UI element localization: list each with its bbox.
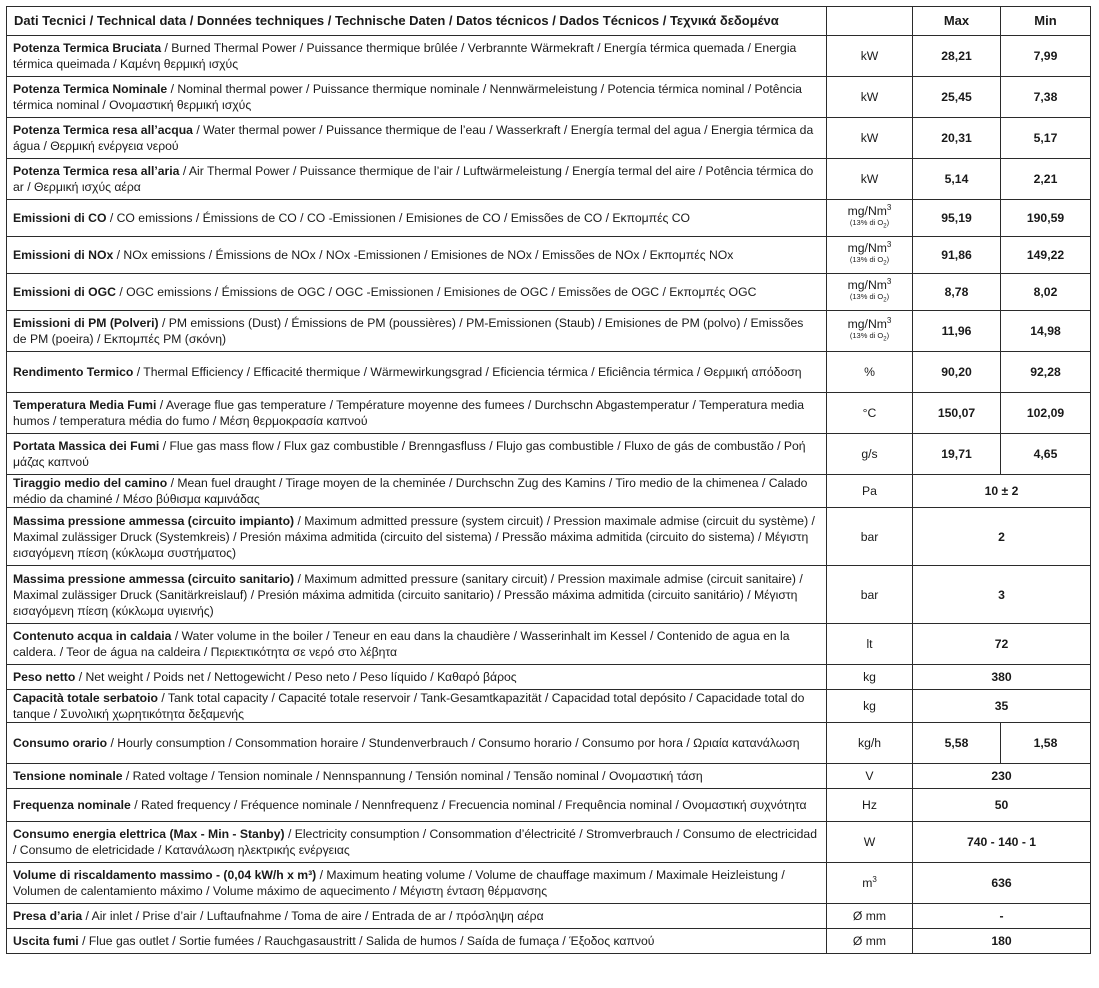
- parameter-description: [7, 863, 827, 904]
- table-body: [7, 36, 1091, 954]
- parameter-description: [7, 118, 827, 159]
- parameter-name: Volume di riscaldamento massimo - (0,04 kW/h x m³): [13, 868, 317, 882]
- parameter-translations: / Net weight / Poids net / Nettogewicht / Peso neto / Peso líquido / Καθαρό βάρος: [75, 670, 517, 684]
- header-min: Min: [1001, 7, 1091, 36]
- parameter-unit: kW: [827, 36, 913, 77]
- table-row: [7, 822, 1091, 863]
- parameter-unit: W: [827, 822, 913, 863]
- parameter-description: [7, 789, 827, 822]
- parameter-description: [7, 352, 827, 393]
- parameter-unit: Ø mm: [827, 929, 913, 954]
- min-value: 149,22: [1001, 237, 1091, 274]
- parameter-unit: bar: [827, 566, 913, 624]
- parameter-value: 2: [913, 508, 1091, 566]
- max-value: 150,07: [913, 393, 1001, 434]
- parameter-translations: / Flue gas mass flow / Flux gaz combustible / Brenngasfluss / Flujo gas combustible / Fluxo de gás de combustão / Ροή μάζας καπνού: [13, 439, 806, 469]
- parameter-value: 3: [913, 566, 1091, 624]
- parameter-description: [7, 929, 827, 954]
- table-row: [7, 904, 1091, 929]
- parameter-description: [7, 566, 827, 624]
- table-row: [7, 566, 1091, 624]
- parameter-description: [7, 822, 827, 863]
- table-row: [7, 690, 1091, 723]
- parameter-description: [7, 904, 827, 929]
- parameter-description: [7, 36, 827, 77]
- parameter-name: Uscita fumi: [13, 934, 79, 948]
- parameter-unit: kW: [827, 159, 913, 200]
- parameter-description: [7, 690, 827, 723]
- min-value: 102,09: [1001, 393, 1091, 434]
- parameter-value: 180: [913, 929, 1091, 954]
- table-row: [7, 789, 1091, 822]
- table-row: [7, 237, 1091, 274]
- parameter-name: Presa d’aria: [13, 909, 83, 923]
- parameter-unit: mg/Nm$^3$ (13% di $O_2$): [827, 200, 913, 237]
- parameter-name: Massima pressione ammessa (circuito sanitario): [13, 571, 295, 586]
- parameter-name: Consumo orario: [13, 736, 108, 750]
- table-row: [7, 434, 1091, 475]
- max-value: 11,96: [913, 311, 1001, 352]
- parameter-name: Potenza Termica Bruciata: [13, 41, 162, 55]
- parameter-unit: Ø mm: [827, 904, 913, 929]
- parameter-description: [7, 393, 827, 434]
- max-value: 90,20: [913, 352, 1001, 393]
- table-row: [7, 929, 1091, 954]
- table-row: [7, 118, 1091, 159]
- max-value: 25,45: [913, 77, 1001, 118]
- parameter-unit: Hz: [827, 789, 913, 822]
- parameter-unit: V: [827, 764, 913, 789]
- parameter-name: Consumo energia elettrica (Max - Min - Stanby): [13, 827, 285, 841]
- min-value: 8,02: [1001, 274, 1091, 311]
- parameter-name: Emissioni di CO: [13, 211, 107, 225]
- min-value: 92,28: [1001, 352, 1091, 393]
- parameter-description: [7, 764, 827, 789]
- table-row: [7, 77, 1091, 118]
- parameter-name: Tensione nominale: [13, 769, 123, 783]
- min-value: 7,99: [1001, 36, 1091, 77]
- table-row: [7, 159, 1091, 200]
- parameter-translations: / OGC emissions / Émissions de OGC / OGC -Emissionen / Emisiones de OGC / Emissões de OGC / Εκπομπές OGC: [115, 285, 757, 299]
- parameter-name: Emissioni di PM (Polveri): [13, 316, 159, 330]
- table-header-row: [7, 7, 1091, 36]
- parameter-translations: / Maximum heating volume / Volume de chauffage maximum / Maximale Heizleistung / Volumen de calentamiento máximo / Volume máximo de aquecimento / Μέγιστη ένταση θέρμανσης: [13, 868, 785, 898]
- table-row: [7, 36, 1091, 77]
- parameter-description: [7, 159, 827, 200]
- table-row: [7, 274, 1091, 311]
- parameter-translations: / Maximum admitted pressure (system circuit) / Pression maximale admise (circuit du système) / Maximal zulässiger Druck (Systemkreis) / Presión máxima admitida (circuito del sistema) / Pressão máxima admitida (circuito do sistema) / Μέγιστη εισαγόμενη πίεση (κύκλωμα συστήματος): [13, 513, 815, 560]
- parameter-description: [7, 665, 827, 690]
- parameter-translations: / Thermal Efficiency / Efficacité thermique / Wärmewirkungsgrad / Eficiencia térmica / Eficiência térmica / Θερμική απόδοση: [133, 365, 802, 379]
- min-value: 4,65: [1001, 434, 1091, 475]
- parameter-description: [7, 237, 827, 274]
- parameter-description: [7, 475, 827, 508]
- parameter-unit: mg/Nm$^3$ (13% di $O_2$): [827, 274, 913, 311]
- header-label: Dati Tecnici / Technical data / Données techniques / Technische Daten / Datos técnicos / Dados Técnicos / Τεχνικά δεδομένα: [7, 7, 827, 36]
- parameter-description: [7, 624, 827, 665]
- parameter-value: 636: [913, 863, 1091, 904]
- parameter-translations: / Burned Thermal Power / Puissance thermique brûlée / Verbrannte Wärmekraft / Energía térmica quemada / Energia térmica queimada / Καμένη θερμική ισχύς: [13, 41, 797, 71]
- max-value: 19,71: [913, 434, 1001, 475]
- min-value: 14,98: [1001, 311, 1091, 352]
- table-row: [7, 200, 1091, 237]
- min-value: 7,38: [1001, 77, 1091, 118]
- max-value: 20,31: [913, 118, 1001, 159]
- parameter-unit: %: [827, 352, 913, 393]
- parameter-description: [7, 311, 827, 352]
- parameter-name: Frequenza nominale: [13, 798, 131, 812]
- parameter-unit: °C: [827, 393, 913, 434]
- table-row: [7, 393, 1091, 434]
- parameter-name: Portata Massica dei Fumi: [13, 439, 160, 453]
- parameter-value: 35: [913, 690, 1091, 723]
- parameter-name: Emissioni di OGC: [13, 285, 116, 299]
- parameter-translations: / Hourly consumption / Consommation horaire / Stundenverbrauch / Consumo horario / Consumo por hora / Ωριαία κατανάλωση: [107, 736, 800, 750]
- max-value: 95,19: [913, 200, 1001, 237]
- max-value: 5,58: [913, 723, 1001, 764]
- parameter-unit: kg/h: [827, 723, 913, 764]
- parameter-translations: / Nominal thermal power / Puissance thermique nominale / Nennwärmeleistung / Potencia térmica nominal / Potência térmica nominal / Ονομαστική θερμική ισχύς: [13, 82, 802, 112]
- parameter-translations: / Electricity consumption / Consommation d’électricité / Stromverbrauch / Consumo de electricidad / Consumo de eletricidade / Κατανάλωση ηλεκτρικής ενέργειας: [13, 827, 817, 857]
- parameter-translations: / Air Thermal Power / Puissance thermique de l’air / Luftwärmeleistung / Energía termal del aire / Potência térmica do ar / Θερμική ισχύς αέρα: [13, 164, 814, 194]
- header-max: Max: [913, 7, 1001, 36]
- parameter-unit: mg/Nm$^3$ (13% di $O_2$): [827, 237, 913, 274]
- parameter-name: Massima pressione ammessa (circuito impianto): [13, 513, 295, 528]
- parameter-translations: / Mean fuel draught / Tirage moyen de la cheminée / Durchschn Zug des Kamins / Tiro medio de la chimenea / Calado médio da chaminé / Μέσο βύθισμα καμινάδας: [13, 476, 808, 506]
- parameter-name: Temperatura Media Fumi: [13, 398, 157, 412]
- table-row: [7, 764, 1091, 789]
- parameter-value: 230: [913, 764, 1091, 789]
- min-value: 5,17: [1001, 118, 1091, 159]
- parameter-translations: / Rated frequency / Fréquence nominale / Nennfrequenz / Frecuencia nominal / Frequência nominal / Ονομαστική συχνότητα: [130, 798, 807, 812]
- table-row: [7, 665, 1091, 690]
- table-row: [7, 723, 1091, 764]
- parameter-unit: lt: [827, 624, 913, 665]
- parameter-value: 72: [913, 624, 1091, 665]
- table-row: [7, 863, 1091, 904]
- parameter-translations: / Maximum admitted pressure (sanitary circuit) / Pression maximale admise (circuit sanitaire) / Maximal zulässiger Druck (Sanitärkreislauf) / Presión máxima admitida (circuito sanitario) / Pressão máxima admitida (circuito sanitário) / Μέγιστη εισαγόμενη πίεση (κύκλωμα υγιεινής): [13, 571, 803, 618]
- parameter-unit: kW: [827, 118, 913, 159]
- parameter-name: Tiraggio medio del camino: [13, 476, 168, 490]
- parameter-translations: / Average flue gas temperature / Température moyenne des fumees / Durchschn Abgastemperatur / Temperatura media humos / temperatura média do fumo / Μέση θερμοκρασία καπνού: [13, 398, 804, 428]
- parameter-translations: / Water volume in the boiler / Teneur en eau dans la chaudière / Wasserinhalt im Kessel / Contenido de agua en la caldera. / Teor de água na caldeira / Περιεκτικότητα σε νερό στο λέβητα: [13, 629, 790, 659]
- parameter-name: Peso netto: [13, 670, 76, 684]
- parameter-description: [7, 723, 827, 764]
- parameter-value: -: [913, 904, 1091, 929]
- min-value: 1,58: [1001, 723, 1091, 764]
- max-value: 28,21: [913, 36, 1001, 77]
- parameter-unit: kg: [827, 665, 913, 690]
- max-value: 91,86: [913, 237, 1001, 274]
- parameter-translations: / Water thermal power / Puissance thermique de l’eau / Wasserkraft / Energía termal del agua / Energia térmica da água / Θερμική ενέργεια νερού: [13, 123, 814, 153]
- parameter-description: [7, 77, 827, 118]
- parameter-unit: bar: [827, 508, 913, 566]
- parameter-unit: kW: [827, 77, 913, 118]
- parameter-unit: g/s: [827, 434, 913, 475]
- parameter-value: 740 - 140 - 1: [913, 822, 1091, 863]
- parameter-translations: / CO emissions / Émissions de CO / CO -Emissionen / Emisiones de CO / Emissões de CO / Εκπομπές CO: [106, 211, 691, 225]
- parameter-name: Rendimento Termico: [13, 365, 134, 379]
- parameter-value: 10 ± 2: [913, 475, 1091, 508]
- parameter-name: Contenuto acqua in caldaia: [13, 629, 172, 643]
- table-row: [7, 352, 1091, 393]
- table-row: [7, 311, 1091, 352]
- parameter-value: 50: [913, 789, 1091, 822]
- min-value: 190,59: [1001, 200, 1091, 237]
- table-row: [7, 508, 1091, 566]
- parameter-description: [7, 200, 827, 237]
- parameter-translations: / Rated voltage / Tension nominale / Nennspannung / Tensión nominal / Tensão nominal / Ονομαστική τάση: [122, 769, 703, 783]
- parameter-description: [7, 274, 827, 311]
- table-row: [7, 624, 1091, 665]
- parameter-name: Potenza Termica resa all’acqua: [13, 123, 193, 137]
- parameter-unit: $m^3$: [827, 863, 913, 904]
- parameter-name: Potenza Termica resa all’aria: [13, 164, 180, 178]
- parameter-unit: mg/Nm$^3$ (13% di $O_2$): [827, 311, 913, 352]
- parameter-translations: / PM emissions (Dust) / Émissions de PM (poussières) / PM-Emissionen (Staub) / Emisiones de PM (polvo) / Emissões de PM (poeira) / Εκπομπές PM (σκόνη): [13, 316, 804, 346]
- table-row: [7, 475, 1091, 508]
- technical-data-table: [6, 6, 1091, 954]
- parameter-translations: / NOx emissions / Émissions de NOx / NOx -Emissionen / Emisiones de NOx / Emissões de NOx / Εκπομπές NOx: [113, 248, 734, 262]
- parameter-translations: / Flue gas outlet / Sortie fumées / Rauchgasaustritt / Salida de humos / Saída de fumaça / Έξοδος καπνού: [78, 934, 655, 948]
- parameter-name: Potenza Termica Nominale: [13, 82, 168, 96]
- parameter-unit: Pa: [827, 475, 913, 508]
- parameter-name: Emissioni di NOx: [13, 248, 114, 262]
- parameter-unit: kg: [827, 690, 913, 723]
- max-value: 5,14: [913, 159, 1001, 200]
- min-value: 2,21: [1001, 159, 1091, 200]
- parameter-name: Capacità totale serbatoio: [13, 691, 158, 705]
- max-value: 8,78: [913, 274, 1001, 311]
- header-unit: [827, 7, 913, 36]
- parameter-translations: / Tank total capacity / Capacité totale reservoir / Tank-Gesamtkapazität / Capacidad total depósito / Capacidade total do tanque / Συνολική χωρητικότητα δεξαμενής: [13, 691, 805, 721]
- parameter-translations: / Air inlet / Prise d’air / Luftaufnahme / Toma de aire / Entrada de ar / πρόσληψη αέρα: [82, 909, 544, 923]
- parameter-value: 380: [913, 665, 1091, 690]
- parameter-description: [7, 508, 827, 566]
- parameter-description: [7, 434, 827, 475]
